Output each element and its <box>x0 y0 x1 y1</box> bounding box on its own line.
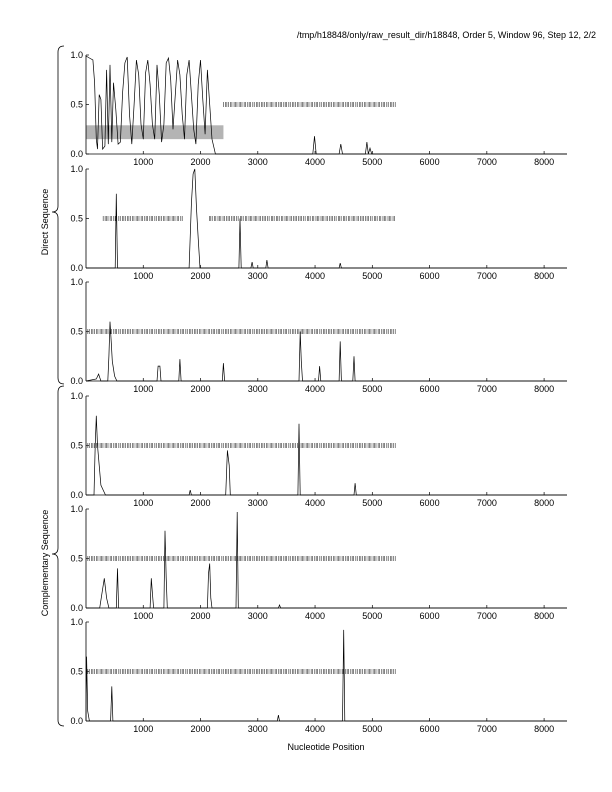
x-axis-label: Nucleotide Position <box>287 742 365 752</box>
x-tick-label: 3000 <box>247 271 268 281</box>
panel-6 <box>70 617 567 734</box>
y-tick-label: 0.5 <box>70 553 83 564</box>
y-tick-label: 1.0 <box>70 164 83 174</box>
x-tick-label: 7000 <box>476 611 497 621</box>
x-tick-label: 8000 <box>534 724 555 734</box>
x-tick-label: 1000 <box>133 384 154 394</box>
x-tick-label: 4000 <box>305 611 326 621</box>
panel-2 <box>70 164 567 281</box>
x-tick-label: 7000 <box>476 384 497 394</box>
y-tick-label: 0.0 <box>70 716 83 726</box>
x-tick-label: 5000 <box>362 724 383 734</box>
y-tick-label: 1.0 <box>70 50 83 60</box>
y-tick-label: 0.5 <box>70 326 83 337</box>
x-tick-label: 1000 <box>133 157 154 167</box>
panel-5 <box>70 504 567 621</box>
y-tick-label: 1.0 <box>70 391 83 401</box>
x-tick-label: 8000 <box>534 384 555 394</box>
x-tick-label: 3000 <box>247 498 268 508</box>
x-tick-label: 3000 <box>247 157 268 167</box>
x-tick-label: 6000 <box>419 157 440 167</box>
complementary-sequence-brace <box>52 386 64 726</box>
x-tick-label: 1000 <box>133 724 154 734</box>
x-tick-label: 7000 <box>476 271 497 281</box>
x-tick-label: 2000 <box>190 157 211 167</box>
direct-sequence-brace <box>52 46 64 384</box>
y-tick-label: 0.5 <box>70 213 83 224</box>
y-tick-label: 1.0 <box>70 617 83 627</box>
x-tick-label: 2000 <box>190 611 211 621</box>
x-tick-label: 2000 <box>190 724 211 734</box>
x-tick-label: 2000 <box>190 271 211 281</box>
x-tick-label: 4000 <box>305 724 326 734</box>
panel-1 <box>70 50 567 167</box>
direct-sequence-label: Direct Sequence <box>40 188 50 256</box>
y-tick-label: 0.0 <box>70 376 83 386</box>
series-line <box>86 630 567 721</box>
x-tick-label: 1000 <box>133 611 154 621</box>
x-tick-label: 6000 <box>419 611 440 621</box>
x-tick-label: 6000 <box>419 724 440 734</box>
x-tick-label: 7000 <box>476 498 497 508</box>
x-tick-label: 2000 <box>190 498 211 508</box>
x-tick-label: 6000 <box>419 498 440 508</box>
x-tick-label: 4000 <box>305 157 326 167</box>
x-tick-label: 5000 <box>362 271 383 281</box>
x-tick-label: 5000 <box>362 611 383 621</box>
x-tick-label: 4000 <box>305 498 326 508</box>
chart-panels <box>70 50 567 734</box>
x-tick-label: 6000 <box>419 271 440 281</box>
panel-4 <box>70 391 567 508</box>
x-tick-label: 1000 <box>133 271 154 281</box>
x-tick-label: 8000 <box>534 498 555 508</box>
x-tick-label: 1000 <box>133 498 154 508</box>
x-tick-label: 7000 <box>476 724 497 734</box>
x-tick-label: 8000 <box>534 157 555 167</box>
complementary-sequence-label: Complementary Sequence <box>40 509 50 617</box>
y-tick-label: 1.0 <box>70 277 83 287</box>
header-text: /tmp/h18848/only/raw_result_dir/h18848, Order 5, Window 96, Step 12, 2/2 <box>296 30 596 40</box>
y-tick-label: 0.0 <box>70 263 83 273</box>
x-tick-label: 3000 <box>247 384 268 394</box>
y-tick-label: 1.0 <box>70 504 83 514</box>
series-line <box>86 416 567 495</box>
x-tick-label: 6000 <box>419 384 440 394</box>
x-tick-label: 8000 <box>534 611 555 621</box>
y-tick-label: 0.0 <box>70 149 83 159</box>
y-tick-label: 0.5 <box>70 99 83 110</box>
panel-3 <box>70 277 567 394</box>
x-tick-label: 3000 <box>247 724 268 734</box>
x-tick-label: 5000 <box>362 384 383 394</box>
x-tick-label: 4000 <box>305 271 326 281</box>
x-tick-label: 5000 <box>362 157 383 167</box>
x-tick-label: 2000 <box>190 384 211 394</box>
y-tick-label: 0.0 <box>70 603 83 613</box>
x-tick-label: 3000 <box>247 611 268 621</box>
x-tick-label: 5000 <box>362 498 383 508</box>
y-tick-label: 0.5 <box>70 440 83 451</box>
y-tick-label: 0.5 <box>70 666 83 677</box>
x-tick-label: 8000 <box>534 271 555 281</box>
y-tick-label: 0.0 <box>70 490 83 500</box>
x-tick-label: 4000 <box>305 384 326 394</box>
x-tick-label: 7000 <box>476 157 497 167</box>
